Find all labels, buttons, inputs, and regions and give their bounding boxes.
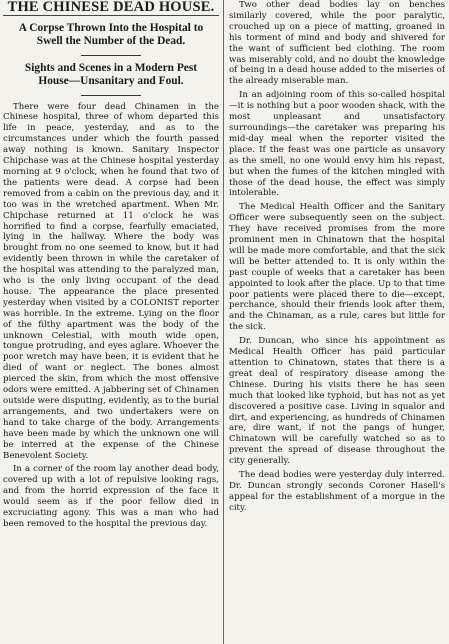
article-paragraph: The Medical Health Officer and the Sanitary Officer were subsequently seen on the subject. They have received promises from the more prominent men in Chinatown that the hospital will be made more comfortable, and that the sick will be better attended to. It is only within the past couple of weeks that a caretaker has been appointed to look after the place. Up to that time poor patients were placed there to die—except, perchance, should their friends look after them, and the Chinaman, as a rule, cares but little for the sick. <box>229 202 445 333</box>
right-column <box>229 0 445 644</box>
article-deck-primary: A Corpse Thrown Into the Hospital to Swell the Number of the Dead. <box>18 21 204 48</box>
article-paragraph: The dead bodies were yesterday duly interred. Dr. Duncan strongly seconds Coroner Hasell's appeal for the establishment of a morgue in the city. <box>229 470 445 513</box>
article-paragraph: In a corner of the room lay another dead body, covered up with a lot of repulsive looking rags, and from the horrid expression of the face it would seem as if the poor fellow died in excruciating agony. This was a man who had been removed to the hospital the previous day. <box>3 464 219 529</box>
left-column <box>3 0 219 644</box>
column-divider <box>223 0 224 644</box>
deck-divider <box>81 95 141 96</box>
article-paragraph: In an adjoining room of this so-called hospital—it is nothing but a poor wooden shack, with the most unpleasant and unsatisfactory surroundings—the caretaker was preparing his mid-day meal when the reporter visited the place. If the feast was one particle as unsavory as the smell, no one would envy him his repast, but when the fumes of the kitchen mingled with those of the dead house, the effect was simply intolerable. <box>229 90 445 199</box>
article-deck-secondary: Sights and Scenes in a Modern Pest House—Unsanitary and Foul. <box>24 61 198 88</box>
article-paragraph: Dr. Duncan, who since his appointment as Medical Health Officer has paid particular attention to Chinatown, states that there is a great deal of respiratory disease among the Chinese. During his visits there he has seen much that looked like typhoid, but has not as yet discovered a positive case. Living in squalor and dirt, and experiencing, as hundreds of Chinamen are, dire want, if not the pangs of hunger, Chinatown will be carefully watched so as to prevent the spread of disease throughout the city generally. <box>229 336 445 467</box>
article-paragraph: Two other dead bodies lay on benches similarly covered, while the poor paralytic, crouched up on a piece of matting, groaned in his torment of mind and body and shivered for the want of sufficient bed clothing. The room was miserably cold, and no doubt the knowledge of being in a dead house added to the miseries of the already miserable man. <box>229 0 445 87</box>
article-headline: THE CHINESE DEAD HOUSE. <box>3 2 219 16</box>
article-paragraph: There were four dead Chinamen in the Chinese hospital, three of whom departed this life in peace, yesterday, and as to the circumstances under which the fourth passed away nothing is known. Sanitary Inspector Chipchase was at the Chinese hospital yesterday morning at 9 o'clock, when he found that two of the patients were dead. A corpse had been removed from a cabin on the previous day, and it too was in the wretched apartment. When Mr. Chipchase returned at 11 o'clock he was horrified to find a corpse, fearfully emaciated, lying in the hallway. Where the body was brought from no one seemed to know, but it had evidently been thrown in while the caretaker of the hospital was attending to the paralyzed man, who is the only living occupant of the dead house. The appearance the place presented yesterday when visited by a COLONIST reporter was horrible. In the extreme. Lying on the floor of the filthy apartment was the body of the unknown Celestial, with mouth wide open, tongue protruding, and eyes aglare. Whoever the poor wretch may have been, it is evident that he died of want or neglect. The bones almost pierced the skin, from which the most offensive odors were emitted. A jabbering set of Chinamen outside were disputing, evidently, as to the burial arrangements, and two undertakers were on hand to take charge of the body. Arrangements have been made by which the unknown one will be interred at the expense of the Chinese Benevolent Society. <box>3 101 219 461</box>
deck-divider <box>81 55 141 56</box>
